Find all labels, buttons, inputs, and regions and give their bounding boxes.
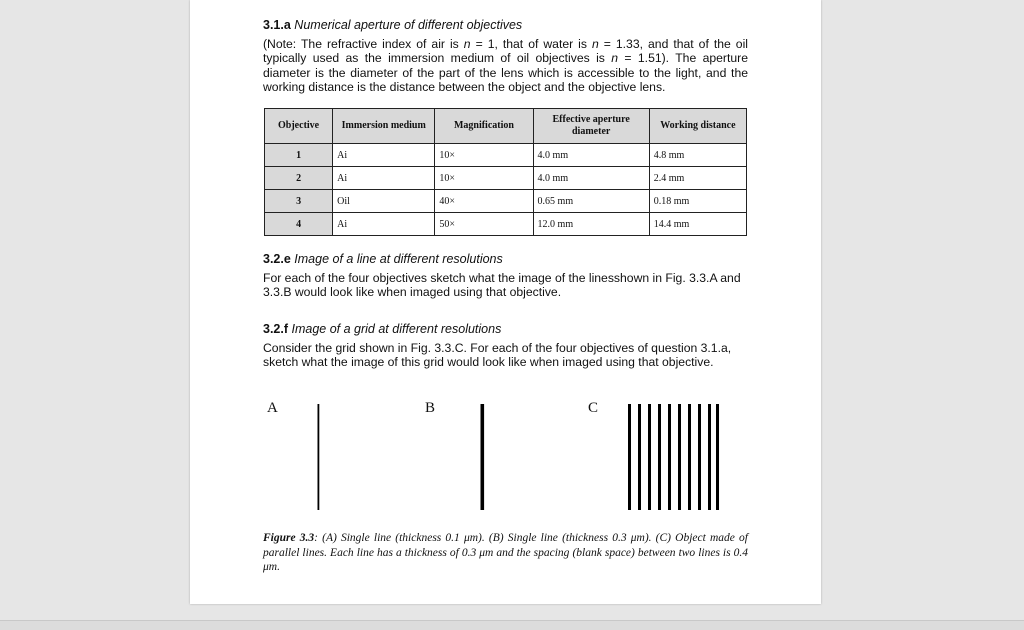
- grid-line: [708, 404, 711, 510]
- section-title: Image of a grid at different resolutions: [291, 322, 502, 336]
- single-thick-line: [481, 404, 485, 510]
- figure-3-3-lines: [190, 0, 821, 604]
- header-working-distance: Working distance: [649, 109, 746, 144]
- section-note: (Note: The refractive index of air is n = 1, that of water is n = 1.33, and that of the oil typically used as the immersion medium of oil objectives is n = 1.51). The aperture diameter is the diameter of the part of the lens which is accessible to the light, and the working distance is the distance between the object and the objective lens.: [263, 37, 748, 94]
- grid-line: [658, 404, 661, 510]
- grid-line: [716, 404, 719, 510]
- header-objective: Objective: [265, 109, 333, 144]
- figure-label-c: C: [588, 400, 599, 416]
- table-row: 2 Ai 10× 4.0 mm 2.4 mm: [265, 167, 747, 190]
- section-title: Image of a line at different resolutions: [294, 252, 503, 266]
- grid-line: [688, 404, 691, 510]
- figure-caption: Figure 3.3: (A) Single line (thickness 0.1 μm). (B) Single line (thickness 0.3 μm). (C) Object made of parallel lines. Each line has a thickness of 0.3 μm and the spacing (blank space) between two lines is 0.4 μm.: [263, 532, 749, 573]
- grid-line: [678, 404, 681, 510]
- header-immersion: Immersion medium: [333, 109, 435, 144]
- table-row: 4 Ai 50× 12.0 mm 14.4 mm: [265, 213, 747, 236]
- header-aperture: Effective aperture diameter: [533, 109, 649, 144]
- section-body: For each of the four objectives sketch what the image of the linesshown in Fig. 3.3.A and 3.3.B would look like when imaged using that objective.: [263, 271, 741, 300]
- section-number: 3.2.f: [263, 322, 289, 336]
- table-row: 3 Oil 40× 0.65 mm 0.18 mm: [265, 190, 747, 213]
- header-magnification: Magnification: [435, 109, 533, 144]
- figure-label-b: B: [425, 400, 436, 416]
- grid-line: [648, 404, 651, 510]
- section-number: 3.2.e: [263, 252, 291, 266]
- section-body: Consider the grid shown in Fig. 3.3.C. For each of the four objectives of question 3.1.a, sketch what the image of this grid would look like when imaged using that objective.: [263, 341, 732, 370]
- grid-line: [638, 404, 641, 510]
- table-row: 1 Ai 10× 4.0 mm 4.8 mm: [265, 144, 747, 167]
- grid-line: [698, 404, 701, 510]
- single-thin-line: [318, 404, 320, 510]
- section-number: 3.1.a: [263, 18, 291, 32]
- parallel-lines-grid: [628, 404, 719, 510]
- grid-line: [668, 404, 671, 510]
- grid-line: [628, 404, 631, 510]
- figure-label-a: A: [267, 400, 278, 416]
- section-title: Numerical aperture of different objectives: [294, 18, 523, 32]
- document-page: [190, 0, 821, 604]
